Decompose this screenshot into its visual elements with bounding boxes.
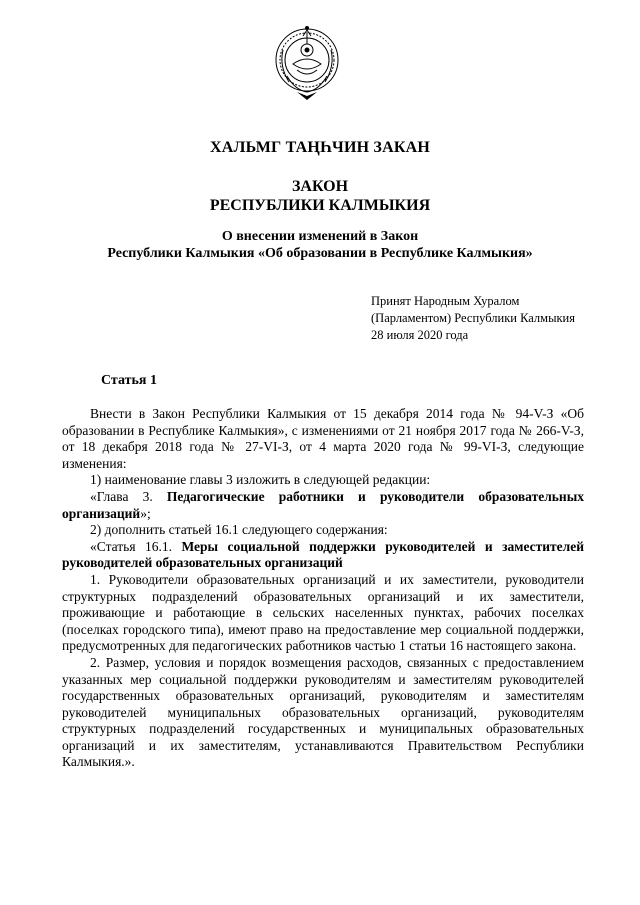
adoption-line-2: (Парламентом) Республики Калмыкия bbox=[371, 311, 575, 325]
article-heading: Статья 1 bbox=[101, 373, 157, 388]
item-1-quote-prefix: «Глава 3. bbox=[90, 488, 167, 504]
law-title: ЗАКОН bbox=[291, 178, 349, 195]
paragraph-2: 2. Размер, условия и порядок возмещения расходов, связанных с предоставлением указанных мер социальной поддержки руководителям и заместителям руководителей государственных образовательных организаций, руководителям и заместителям руководителей муниципальных образовательных организаций, руководителям структурных подразделений государственных и муниципальных образовательных организаций и их заместителям, устанавливаются Правительством Республики Калмыкия.». bbox=[62, 654, 584, 770]
adoption-date: 28 июля 2020 года bbox=[371, 328, 469, 342]
article-body bbox=[62, 406, 584, 771]
item-2-quote-prefix: «Статья 16.1. bbox=[90, 538, 182, 554]
paragraph-1: 1. Руководители образовательных организаций и их заместители, руководители структурных подразделений образовательных организаций и их заместители, проживающие и работающие в сельских населенных пунктах, рабочих поселках (поселках городского типа), имеют право на предоставление мер социальной поддержки, предусмотренных для педагогических работников частью 1 статьи 16 настоящего закона. bbox=[62, 571, 584, 654]
intro-paragraph: Внести в Закон Республики Калмыкия от 15 декабря 2014 года № 94-V-З «Об образовании в Республике Калмыкия», с изменениями от 21 ноября 2017 года № 266-V-З, от 18 декабря 2018 года № 27-VI-З, от 4 марта 2020 года № 99-VI-З, следующие изменения: bbox=[62, 406, 584, 471]
law-subject-line-1: О внесении изменений в Закон bbox=[221, 229, 419, 244]
republic-title: РЕСПУБЛИКИ КАЛМЫКИЯ bbox=[209, 197, 431, 214]
law-subject-line-2: Республики Калмыкия «Об образовании в Республике Калмыкия» bbox=[107, 246, 533, 261]
item-1-quote bbox=[62, 489, 584, 522]
item-2: 2) дополнить статьей 16.1 следующего содержания: bbox=[90, 522, 388, 538]
kalmyk-title: ХАЛЬМГ ТАҢҺЧИН ЗАКАН bbox=[209, 139, 431, 156]
article-16-1-title-bold: Меры социальной поддержки руководителей и заместителей руководителей образовательных организаций bbox=[62, 538, 584, 571]
item-1-quote-suffix: »; bbox=[140, 505, 151, 521]
chapter-title-bold: Педагогические работники и руководители образовательных организаций bbox=[62, 488, 584, 521]
coat-of-arms-emblem bbox=[273, 20, 341, 104]
item-1: 1) наименование главы 3 изложить в следующей редакции: bbox=[90, 472, 431, 488]
adoption-note bbox=[371, 293, 621, 344]
item-2-quote bbox=[62, 539, 584, 572]
adoption-line-1: Принят Народным Хуралом bbox=[371, 294, 520, 308]
